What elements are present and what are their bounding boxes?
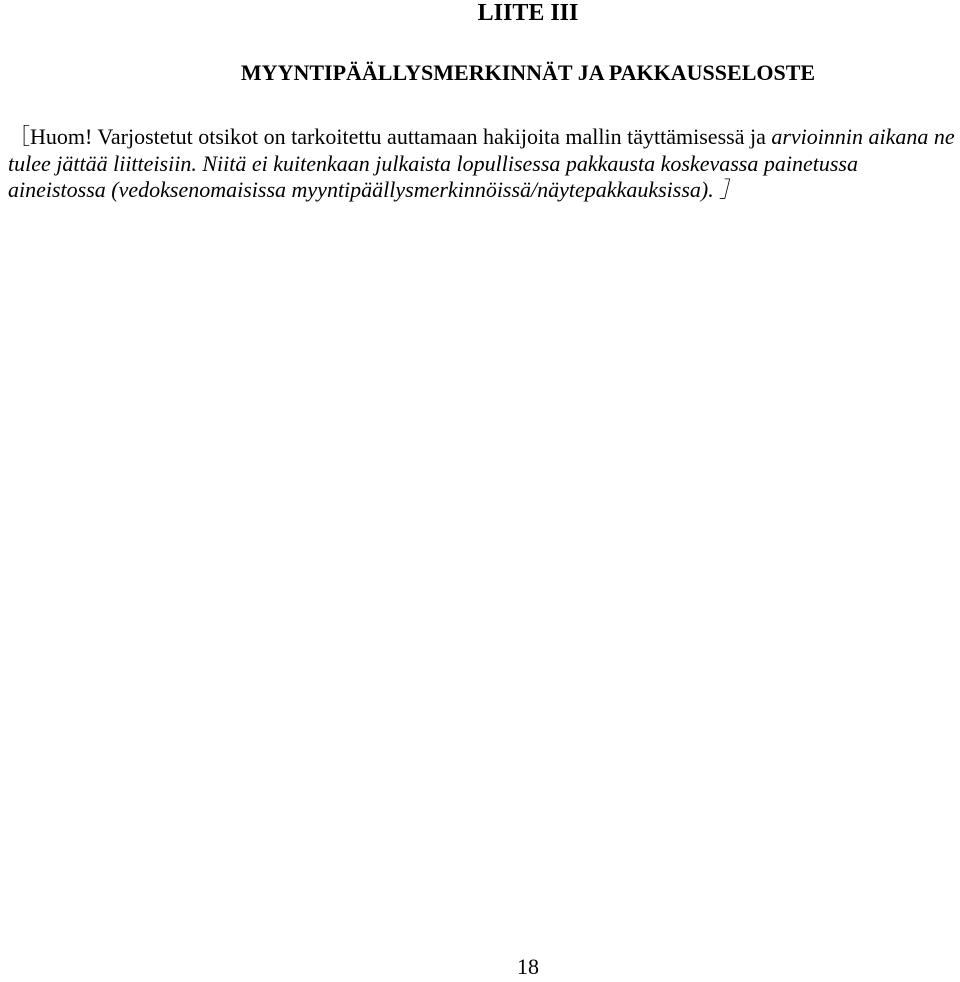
instruction-note bbox=[8, 124, 958, 204]
annex-title: LIITE III bbox=[477, 0, 579, 26]
document-title: MYYNTIPÄÄLLYSMERKINNÄT JA PAKKAUSSELOSTE bbox=[240, 60, 816, 85]
note-lead-text: ［Huom! Varjostetut otsikot on tarkoitettu auttamaan hakijoita mallin täyttämisessä ja bbox=[8, 124, 766, 149]
page-number: 18 bbox=[517, 954, 539, 979]
note-body-text: arvioinnin aikana ne tulee jättää liitteisiin. Niitä ei kuitenkaan julkaista lopullisessa pakkausta koskevassa painetussa aineistossa (vedoksenomaisissa myyntipäällysmerkinnöissä/näytepakkauksissa). ］ bbox=[8, 124, 955, 202]
